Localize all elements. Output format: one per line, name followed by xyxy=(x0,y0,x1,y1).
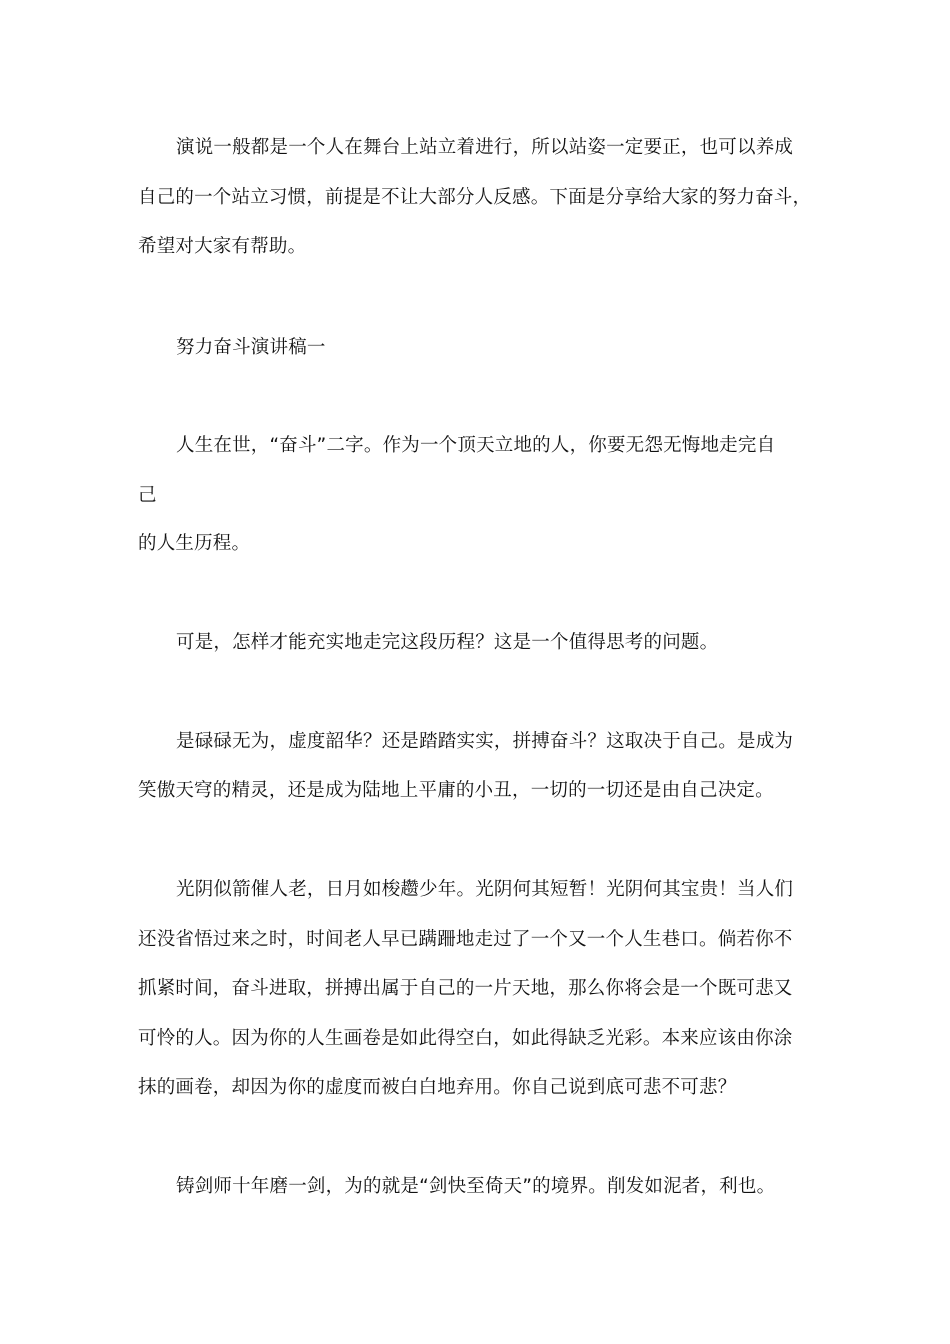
paragraph-line: 演说一般都是一个人在舞台上站立着进行，所以站姿一定要正，也可以养成 xyxy=(176,137,794,158)
paragraph-line: 还没省悟过来之时，时间老人早已蹒跚地走过了一个又一个人生巷口。倘若你不 xyxy=(138,929,793,950)
paragraph-line: 是碌碌无为，虚度韶华？还是踏踏实实，拼搏奋斗？这取决于自己。是成为 xyxy=(176,731,794,752)
paragraph-line: 己 xyxy=(138,485,157,506)
section-heading: 努力奋斗演讲稿一 xyxy=(176,337,326,358)
paragraph-line: 抓紧时间，奋斗进取，拼搏出属于自己的一片天地，那么你将会是一个既可悲又 xyxy=(138,978,793,999)
paragraph-line: 希望对大家有帮助。 xyxy=(138,236,307,257)
paragraph-line: 可是，怎样才能充实地走完这段历程？这是一个值得思考的问题。 xyxy=(176,632,719,653)
paragraph-line: 铸剑师十年磨一剑，为的就是“剑快至倚天”的境界。削发如泥者，利也。 xyxy=(176,1176,776,1197)
paragraph-line: 的人生历程。 xyxy=(138,533,251,554)
paragraph-line: 人生在世，“奋斗”二字。作为一个顶天立地的人，你要无怨无悔地走完自 xyxy=(176,435,776,456)
paragraph-line: 抹的画卷，却因为你的虚度而被白白地弃用。你自己说到底可悲不可悲？ xyxy=(138,1077,737,1098)
paragraph-line: 光阴似箭催人老，日月如梭趱少年。光阴何其短暂！光阴何其宝贵！当人们 xyxy=(176,879,794,900)
paragraph-line: 可怜的人。因为你的人生画卷是如此得空白，如此得缺乏光彩。本来应该由你涂 xyxy=(138,1028,793,1049)
paragraph-line: 笑傲天穹的精灵，还是成为陆地上平庸的小丑，一切的一切还是由自己决定。 xyxy=(138,780,774,801)
paragraph-line: 自己的一个站立习惯，前提是不让大部分人反感。下面是分享给大家的努力奋斗， xyxy=(138,187,812,208)
